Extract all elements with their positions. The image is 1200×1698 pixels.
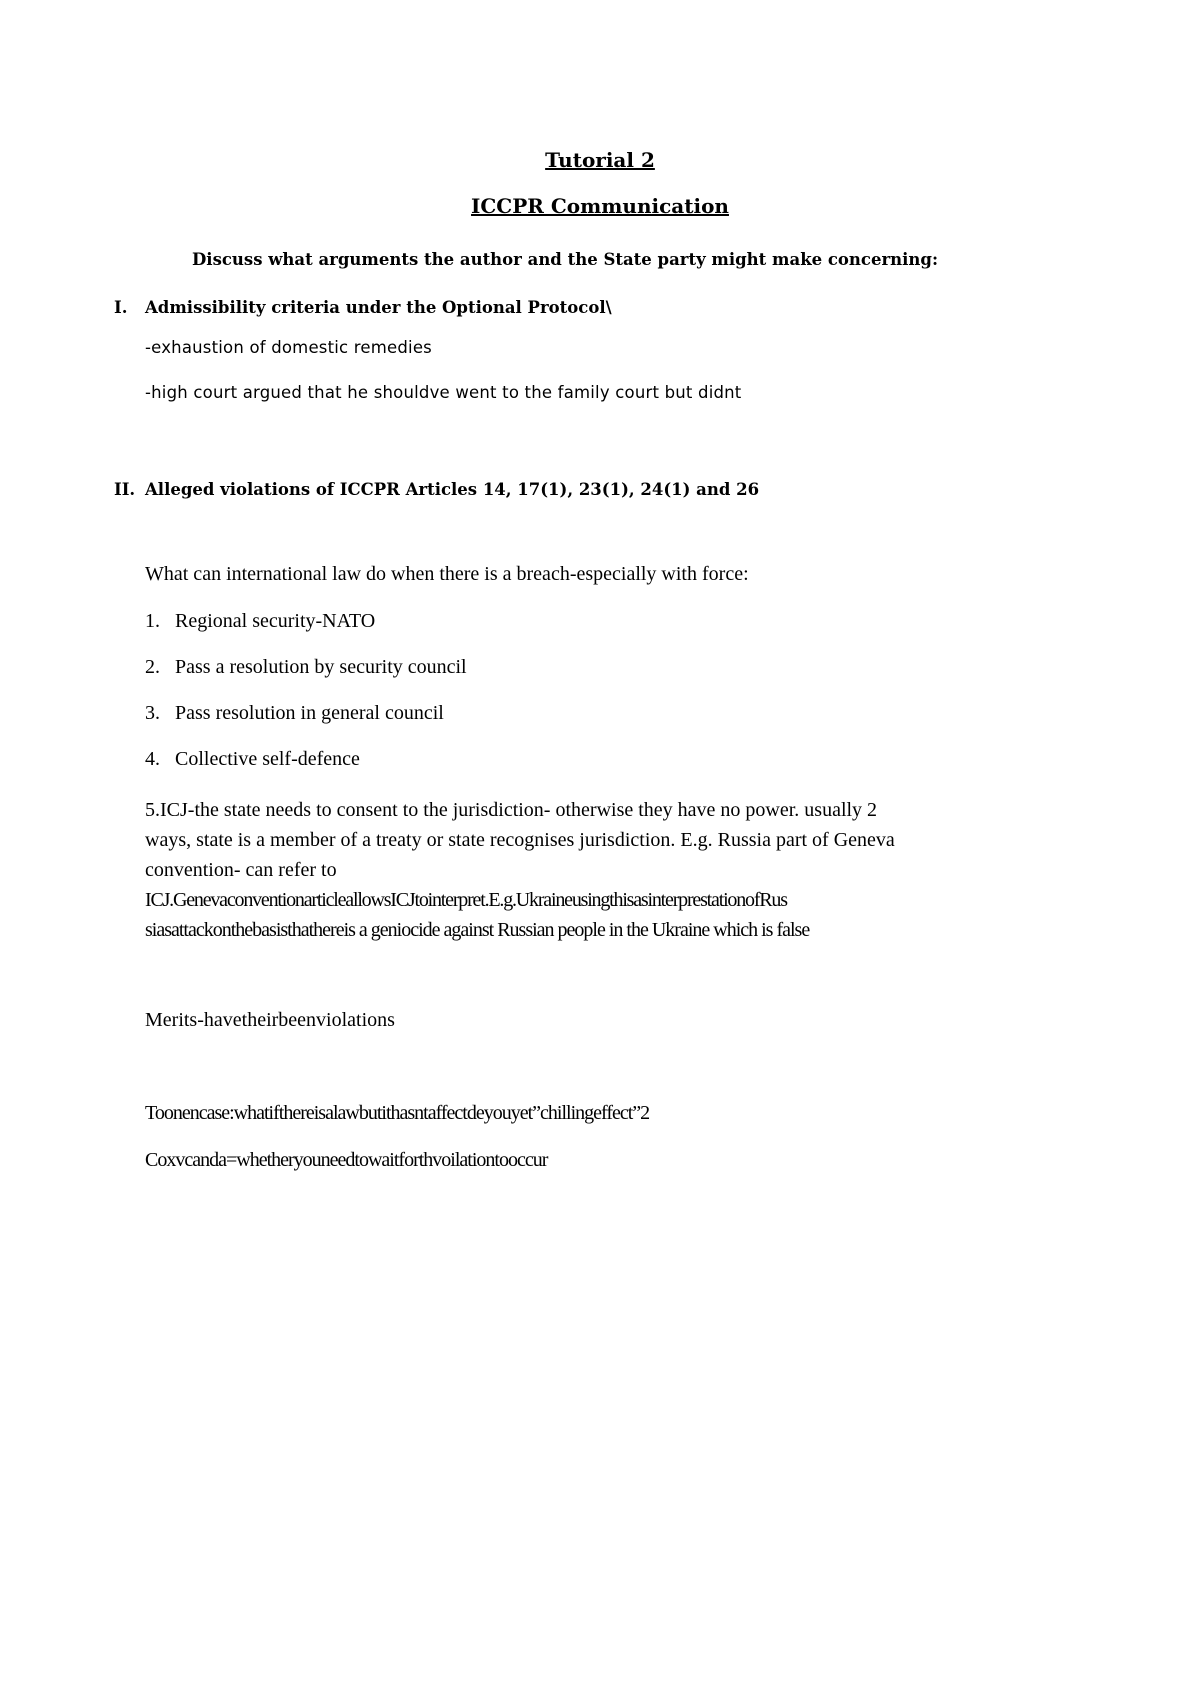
section-numeral: I. <box>114 298 128 317</box>
list-item: Regional security-NATO <box>175 610 376 632</box>
discussion-prompt: Discuss what arguments the author and the State party might make concerning: <box>192 250 939 269</box>
document-subtitle: ICCPR Communication <box>471 194 729 218</box>
question-text: What can international law do when there is a breach-especially with force: <box>145 563 749 585</box>
list-number: 4. <box>145 748 160 770</box>
list-number: 3. <box>145 702 160 724</box>
paragraph-line: 5.ICJ-the state needs to consent to the jurisdiction- otherwise they have no power. usually 2 <box>145 799 878 821</box>
section-note: -exhaustion of domestic remedies <box>145 338 432 357</box>
section-numeral: II. <box>114 480 136 499</box>
list-item: Pass resolution in general council <box>175 702 444 724</box>
toonen-note: Toonencase:whatifthereisalawbutithasntaffectdeyouyet”chillingeffect”2 <box>145 1102 650 1124</box>
paragraph-line: siasattackonthebasisthathereis a geniocide against Russian people in the Ukraine which is false <box>145 919 810 941</box>
document-title: Tutorial 2 <box>545 148 655 172</box>
list-number: 1. <box>145 610 160 632</box>
cox-note: Coxvcanda=whetheryouneedtowaitforthvoilationtooccur <box>145 1149 548 1171</box>
paragraph-line: ways, state is a member of a treaty or state recognises jurisdiction. E.g. Russia part of Geneva <box>145 829 895 851</box>
list-item: Pass a resolution by security council <box>175 656 467 678</box>
section-note: -high court argued that he shouldve went to the family court but didnt <box>145 383 742 402</box>
merits-note: Merits-havetheirbeenviolations <box>145 1009 395 1031</box>
list-number: 2. <box>145 656 160 678</box>
list-item: Collective self-defence <box>175 748 360 770</box>
paragraph-line: convention- can refer to <box>145 859 337 881</box>
section-heading: Alleged violations of ICCPR Articles 14, 17(1), 23(1), 24(1) and 26 <box>145 480 760 499</box>
item-5-paragraph <box>145 795 1065 945</box>
section-heading: Admissibility criteria under the Optional Protocol\ <box>145 298 612 317</box>
paragraph-line: ICJ.GenevaconventionarticleallowsICJtointerpret.E.g.UkraineusingthisasinterprestationofRus <box>145 889 787 911</box>
